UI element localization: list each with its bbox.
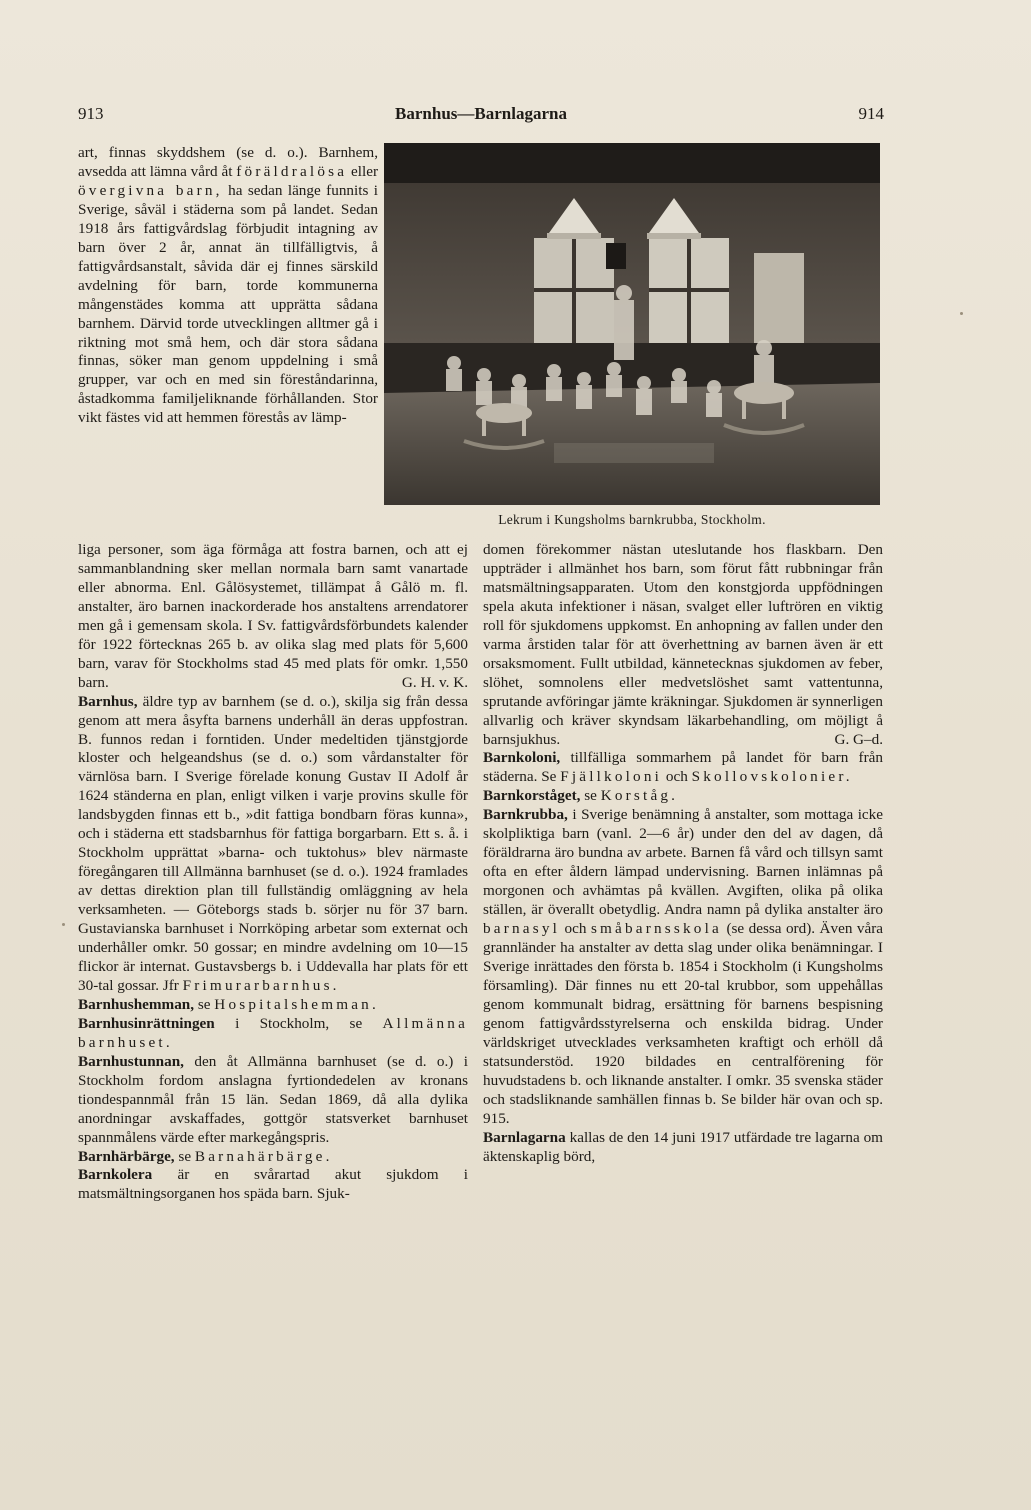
- entry-barnkrubba: [483, 806, 883, 1128]
- entry-barnkolera: [78, 1166, 468, 1204]
- entry-barnhusinrattningen: [78, 1015, 468, 1053]
- entry-barnharbarge: [78, 1148, 468, 1167]
- text-run: domen förekommer nästan uteslutande hos flaskbarn. Den uppträder i allmänhet hos barn, som förut fått rubbningar från matsmältningsapparaten. Utom den konstgjorda uppfödningen spela akuta infektioner i näsan, svalget eller luftrören en viktig roll för sjukdomens uppkomst. En anhopning av fallen under den varma årstiden talar för att överhettning av barnen även är ett orsaksmoment. Fullt utbildad, kännetecknas sjukdomen av feber, slöhet, somnolens eller medvetslöshet samt vattentunna, sprutande avföringar jämte kräkningar. Sjukdomen är synnerligen allvarlig och kräver skyndsam läkarbehandling, om möjligt å barnsjukhus.: [483, 541, 883, 748]
- cross-reference: Allmänna barnhuset.: [78, 1014, 469, 1051]
- nursery-photo: [384, 143, 880, 505]
- headword: Barnlagarna: [483, 1128, 566, 1146]
- cross-reference: Korståg.: [600, 787, 679, 805]
- text-run: och: [564, 920, 587, 938]
- text-run: ha sedan länge funnits i Sverige, såväl i städerna som på landet. Sedan 1918 års fattigvårdslag förbjudit intagning av barn över 2 år, annat än tillfälligtvis, å fattigvårdsanstalt, såvida där ej finnes särskild avdelning för barn, torde kommunerna mångenstädes komma att upprätta sådana barnhem. Därvid torde utvecklingen alltmer gå i riktning mot små hem, och där stora sådana finnas, söker man genom uppdelning i små grupper, var och en med sin föreståndarinna, åstadkomma familjeliknande förhållanden. Stor vikt fästes vid att hemmen förestås av lämp-: [78, 181, 378, 427]
- entry-barnhustunnan: [78, 1053, 468, 1148]
- entry-barnkorstaget: [483, 787, 883, 806]
- text-run: liga personer, som äga förmåga att fostra barnen, och att ej sammanblandning sker mellan normala barn samt vanartade eller abnorma. Enl. Gålösystemet, tillämpat å Gålö m. fl. anstalter, äro barnen inackorderade hos anstaltens arrendatorer men gå i gemensam skola. I Sv. fattigvårdsförbundets kalender för 1922 förtecknas 265 b. av olika slag med plats för 5,600 barn, varav för Stockholms stad 45 med plats för omkr. 1,550 barn.: [78, 541, 468, 691]
- text-run: se: [178, 1147, 192, 1165]
- text-run: den åt Allmänna barnhuset (se d. o.) i Stockholm fordom anslagna fyrtiondedelen av kronans tiondespannmål från 15 län. Sedan 1869, då alla dylika anordningar avskaffades, gottgör statsverket barnhuset spannmålens värde efter markegångspris.: [78, 1052, 468, 1146]
- entry-barnhushemman: [78, 996, 468, 1015]
- cross-reference: Hospitalshemman.: [214, 995, 379, 1013]
- headword: Barnhärbärge,: [78, 1147, 175, 1165]
- paragraph-barnhem: [78, 144, 378, 428]
- spaced-term: föräldralösa: [236, 162, 348, 180]
- text-run: i Stockholm, se: [235, 1014, 363, 1032]
- page-number-right: 914: [858, 104, 884, 123]
- page-number-left: 913: [78, 104, 104, 123]
- entry-barnhus: [78, 693, 468, 996]
- text-run: tillfälliga sommarhem på landet för barn från städerna. Se: [483, 749, 883, 786]
- cross-reference: Frimurarbarnhus.: [182, 976, 340, 994]
- paper-speck: [960, 312, 963, 315]
- page-header: [78, 100, 884, 130]
- left-column-upper: [78, 144, 378, 428]
- paper-speck: [62, 923, 65, 926]
- text-run: i Sverige benämning å anstalter, som mottaga icke skolpliktiga barn (vanl. 2—6 år) under den del av dagen, då föräldrarna äro bundna av arbete. Barnen få vård och tillsyn samt ofta en efter åldern lämpad undervisning. Barnen inlämnas på morgonen och avhämtas på kvällen. Avgiften, olika på olika ställen, är överallt obetydlig. Andra namn på dylika anstalter äro: [483, 806, 884, 919]
- cross-reference: småbarnsskola: [590, 920, 722, 938]
- nursery-photo-illustration: [384, 143, 880, 505]
- headword: Barnkoloni,: [483, 749, 561, 767]
- text-run: och: [665, 768, 688, 786]
- entry-barnlagarna: [483, 1129, 883, 1167]
- text-run: eller: [351, 162, 379, 180]
- left-column-main: [78, 541, 468, 1204]
- text-run: art, finnas skyddshem (se d. o.). Barnhem, avsedda att lämna vård åt: [78, 144, 378, 180]
- cross-reference: Fjällkoloni: [560, 768, 663, 786]
- text-run: äldre typ av barnhem (se d. o.), skilja sig från dessa genom att mera åsyfta barnens underhåll än deras uppfostran. B. funnos redan i forntiden. Under medeltiden tjänstgjorde kloster och helgeandshus (se d. o.) som vårdanstalter för värnlösa barn. I Sverige förelade konung Gustav II Adolf år 1624 ständerna en plan, enligt vilken i varje provins skulle för landsbygden finnas ett b., »dit fattiga bondbarn föras kunna», och i städerna ett stadsbarnhus för fattiga borgarbarn. Ett s. å. i Stockholm upprättat »barna- och tuktohus» blev närmaste föregångaren till Allmänna barnhuset (se d. o.). 1924 framlades av dettas direktion plan till fullständig omläggning av hela verksamheten. — Göteborgs stads b. sörjer nu för 37 barn. Gustavianska barnhuset i Norrköping arbetar som externat och underhåller omkr. 50 gossar; en mindre avdelning om 10—15 flickor är internat. Gustavsbergs b. i Uddevalla har plats för ett 30-tal gossar. Jfr: [78, 692, 469, 994]
- entry-barnkoloni: [483, 749, 883, 787]
- headword: Barnkorståget,: [483, 787, 581, 805]
- author-signature: G. H. v. K.: [401, 673, 468, 691]
- headword: Barnhus,: [78, 692, 138, 710]
- cross-reference: barnasyl: [483, 920, 561, 938]
- text-run: se: [197, 995, 211, 1013]
- headword: Barnhustunnan,: [78, 1052, 184, 1070]
- paragraph-barnhem-cont: [78, 541, 468, 693]
- headword: Barnhushemman,: [78, 995, 195, 1013]
- figure-caption: Lekrum i Kungsholms barnkrubba, Stockholm.: [498, 512, 766, 527]
- cross-reference: Barnahärbärge.: [194, 1147, 333, 1165]
- spaced-term: övergivna barn,: [78, 181, 223, 199]
- cross-reference: Skollovskolonier.: [691, 768, 853, 786]
- author-signature: G. G–d.: [834, 730, 883, 748]
- headword: Barnkolera: [78, 1166, 153, 1184]
- right-column-main: [483, 541, 883, 1166]
- text-run: kallas de den 14 juni 1917 utfärdade tre lagarna om äktenskaplig börd,: [483, 1128, 883, 1165]
- text-run: (se dessa ord). Även våra grannländer ha anstalter av detta slag under olika benämningar. I Sverige inrättades den första b. 1854 i Stockholm (i Kungsholms församling). Där finnes nu ett 20-tal krubbor, som uppehållas genom kommunalt bidrag, ersättning för barnens bespisning genom fattigvårdsstyrelserna och enskilda bidrag. Under världskriget utvecklades verksamheten kraftigt och erhöll då statsunderstöd. 1920 bildades en centralförening för huvudstadens b. och liknande anstalter. I omkr. 35 svenska städer och stadsliknande samhällen finnas b. Se bilder här ovan och sp. 915.: [483, 920, 884, 1127]
- entry-barnkolera-cont: [483, 541, 883, 749]
- headword: Barnhusinrättningen: [78, 1014, 215, 1032]
- text-run: se: [584, 787, 597, 805]
- headword: Barnkrubba,: [483, 806, 568, 824]
- running-title: Barnhus—Barnlagarna: [395, 104, 567, 123]
- text-run: är en svårartad akut sjukdom i matsmältningsorganen hos späda barn. Sjuk-: [78, 1166, 468, 1203]
